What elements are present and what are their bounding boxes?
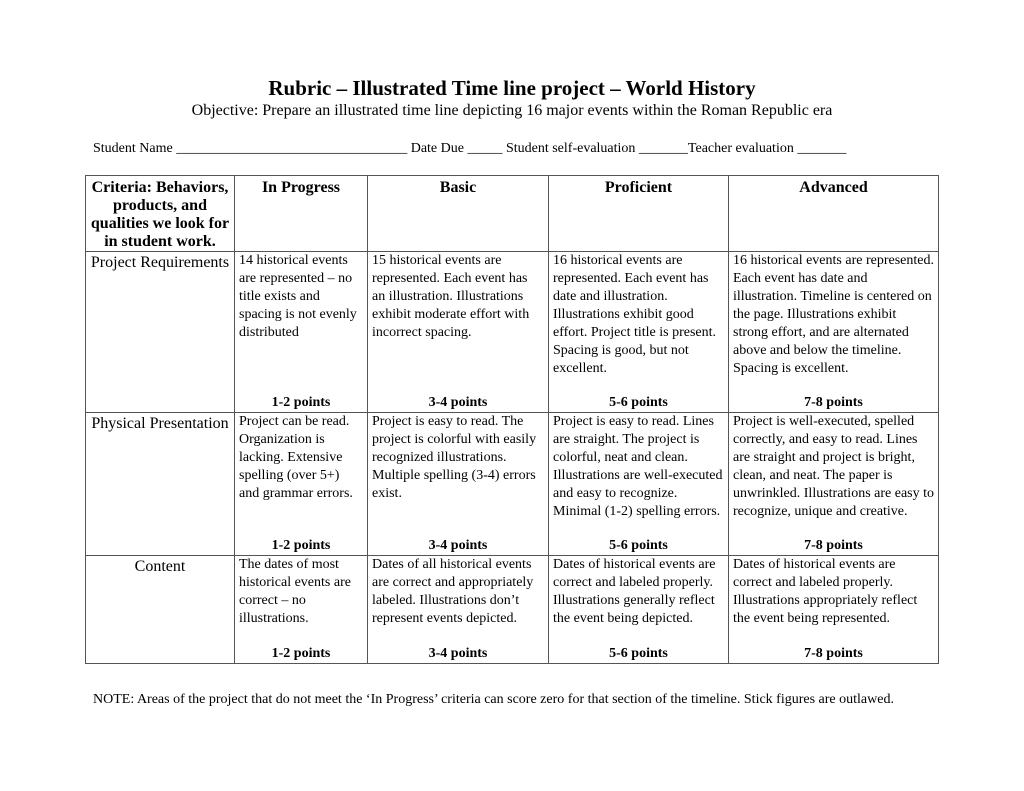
cell-points: 7-8 points (804, 395, 863, 410)
rubric-cell (549, 252, 729, 413)
row-criterion: Content (86, 556, 235, 664)
rubric-cell (368, 556, 549, 664)
cell-points: 3-4 points (428, 646, 488, 661)
footnote: NOTE: Areas of the project that do not meet the ‘In Progress’ criteria can score zero for that section of the timeline. Stick figures are outlawed. (93, 692, 894, 707)
cell-description: Project can be read. Organization is lacking. Extensive spelling (over 5+) and grammar errors. (239, 414, 353, 501)
cell-description: Dates of historical events are correct and labeled properly. Illustrations appropriately reflect the event being represented. (733, 557, 918, 626)
cell-description: Project is well-executed, spelled correctly, and easy to read. Lines are straight and project is bright, clean, and neat. The paper is unwrinkled. Illustrations are easy to recognize, unique and creative. (733, 414, 935, 519)
row-criterion: Physical Presentation (86, 413, 235, 556)
cell-description: 15 historical events are represented. Each event has an illustration. Illustrations exhibit moderate effort with incorrect spacing. (372, 253, 530, 340)
rubric-cell (368, 413, 549, 556)
cell-points: 5-6 points (609, 646, 668, 661)
cell-points: 5-6 points (609, 538, 668, 553)
cell-description: 14 historical events are represented – no title exists and spacing is not evenly distributed (239, 253, 357, 340)
table-row (86, 556, 939, 664)
cell-points: 7-8 points (804, 646, 863, 661)
rubric-table (85, 175, 939, 664)
cell-description: The dates of most historical events are correct – no illustrations. (239, 557, 351, 626)
row-criterion: Project Requirements (86, 252, 235, 413)
level-header-proficient: Proficient (549, 176, 729, 252)
cell-description: Project is easy to read. Lines are straight. The project is colorful, neat and clean. Illustrations are well-executed and easy to recognize. Minimal (1-2) spelling errors. (553, 414, 723, 519)
cell-description: 16 historical events are represented. Each event has date and illustration. Illustrations exhibit good effort. Project title is present. Spacing is good, but not excellent. (553, 253, 717, 376)
table-row (86, 413, 939, 556)
level-header-basic: Basic (368, 176, 549, 252)
cell-points: 7-8 points (804, 538, 863, 553)
table-row (86, 252, 939, 413)
rubric-cell (729, 252, 939, 413)
objective-subtitle: Objective: Prepare an illustrated time line depicting 16 major events within the Roman Republic era (191, 102, 833, 119)
page-title: Rubric – Illustrated Time line project – World History (268, 76, 756, 100)
cell-points: 1-2 points (271, 646, 331, 661)
cell-points: 5-6 points (609, 395, 668, 410)
rubric-cell (729, 413, 939, 556)
student-info-line: Student Name _________________________________ Date Due _____ Student self-evaluation _______Teacher evaluation _______ (93, 141, 847, 156)
cell-description: 16 historical events are represented. Each event has date and illustration. Timeline is centered on the page. Illustrations exhibit strong effort, and are alternated above and below the timeline. Spacing is excellent. (733, 253, 934, 376)
rubric-cell (235, 556, 368, 664)
level-header-advanced: Advanced (729, 176, 939, 252)
rubric-cell (729, 556, 939, 664)
cell-points: 1-2 points (271, 395, 331, 410)
criteria-header: Criteria: Behaviors, products, and qualities we look for in student work. (86, 176, 235, 252)
header-row (86, 176, 939, 252)
cell-description: Project is easy to read. The project is colorful with easily recognized illustrations. Multiple spelling (3-4) errors exist. (372, 414, 537, 501)
level-header-in-progress: In Progress (235, 176, 368, 252)
cell-points: 3-4 points (428, 538, 488, 553)
cell-description: Dates of historical events are correct and labeled properly. Illustrations generally reflect the event being depicted. (553, 557, 716, 626)
rubric-cell (549, 556, 729, 664)
rubric-cell (235, 252, 368, 413)
cell-points: 1-2 points (271, 538, 331, 553)
rubric-cell (549, 413, 729, 556)
cell-description: Dates of all historical events are correct and appropriately labeled. Illustrations don’t represent events depicted. (372, 557, 534, 626)
rubric-cell (235, 413, 368, 556)
rubric-cell (368, 252, 549, 413)
cell-points: 3-4 points (428, 395, 488, 410)
